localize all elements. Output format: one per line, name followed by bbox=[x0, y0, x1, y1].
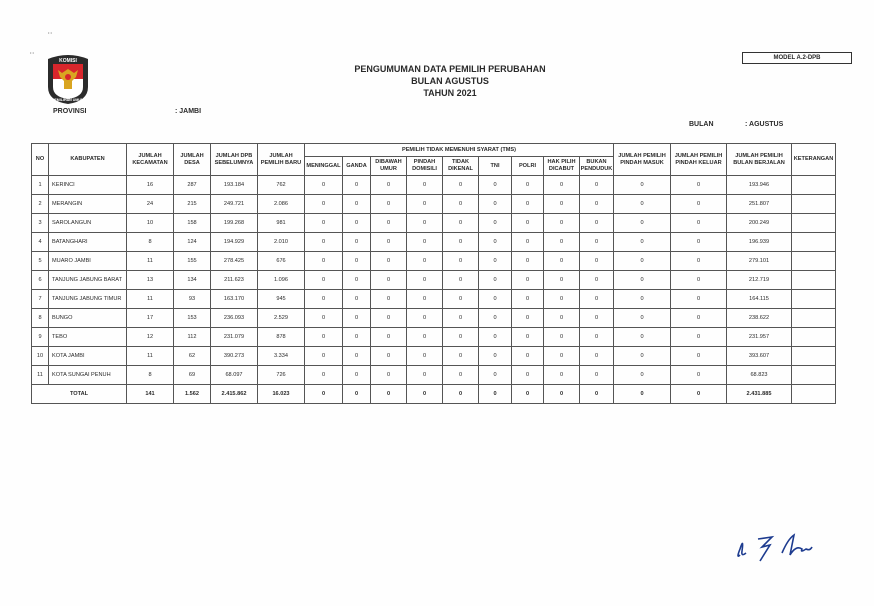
cell-tms: 0 bbox=[343, 214, 371, 233]
total-tms: 0 bbox=[580, 385, 614, 404]
svg-text:KOMISI: KOMISI bbox=[59, 58, 77, 64]
cell-tms: 0 bbox=[407, 366, 443, 385]
cell-keterangan bbox=[792, 176, 836, 195]
cell-keterangan bbox=[792, 309, 836, 328]
cell-no: 10 bbox=[32, 347, 49, 366]
cell-kabupaten: BATANGHARI bbox=[49, 233, 127, 252]
cell-tms: 0 bbox=[407, 328, 443, 347]
header-tms-group: PEMILIH TIDAK MEMENUHI SYARAT (TMS) bbox=[305, 144, 614, 157]
cell-tms: 0 bbox=[479, 347, 512, 366]
cell-tms: 0 bbox=[443, 366, 479, 385]
total-tms: 0 bbox=[512, 385, 544, 404]
table-row bbox=[32, 176, 836, 195]
cell-tms: 0 bbox=[305, 328, 343, 347]
cell-tms: 0 bbox=[343, 347, 371, 366]
cell-tms: 0 bbox=[580, 366, 614, 385]
cell-tms: 0 bbox=[580, 233, 614, 252]
cell-pemilih-baru: 3.334 bbox=[258, 347, 305, 366]
cell-kabupaten: MERANGIN bbox=[49, 195, 127, 214]
table-row bbox=[32, 252, 836, 271]
total-tms: 0 bbox=[343, 385, 371, 404]
cell-tms: 0 bbox=[512, 290, 544, 309]
cell-tms: 0 bbox=[407, 309, 443, 328]
total-kecamatan: 141 bbox=[127, 385, 174, 404]
cell-tms: 0 bbox=[512, 328, 544, 347]
cell-dpb-sebelumnya: 390.273 bbox=[211, 347, 258, 366]
cell-kabupaten: KERINCI bbox=[49, 176, 127, 195]
svg-text:PEMILIHAN UMUM: PEMILIHAN UMUM bbox=[52, 98, 84, 102]
cell-tms: 0 bbox=[371, 214, 407, 233]
cell-pemilih-baru: 878 bbox=[258, 328, 305, 347]
cell-tms: 0 bbox=[512, 271, 544, 290]
table-row bbox=[32, 328, 836, 347]
cell-tms: 0 bbox=[512, 233, 544, 252]
scan-speck: • • bbox=[48, 30, 52, 35]
table-row bbox=[32, 290, 836, 309]
cell-tms: 0 bbox=[343, 328, 371, 347]
cell-bulan-berjalan: 68.823 bbox=[727, 366, 792, 385]
cell-tms: 0 bbox=[305, 309, 343, 328]
cell-no: 8 bbox=[32, 309, 49, 328]
cell-tms: 0 bbox=[371, 252, 407, 271]
cell-tms: 0 bbox=[512, 309, 544, 328]
cell-bulan-berjalan: 393.607 bbox=[727, 347, 792, 366]
cell-desa: 153 bbox=[174, 309, 211, 328]
total-row bbox=[32, 385, 836, 404]
cell-pemilih-baru: 981 bbox=[258, 214, 305, 233]
cell-dpb-sebelumnya: 236.093 bbox=[211, 309, 258, 328]
cell-kecamatan: 8 bbox=[127, 366, 174, 385]
cell-tms: 0 bbox=[443, 271, 479, 290]
header-hak-pilih-dicabut: HAK PILIH DICABUT bbox=[544, 157, 580, 176]
cell-no: 1 bbox=[32, 176, 49, 195]
cell-kabupaten: TANJUNG JABUNG BARAT bbox=[49, 271, 127, 290]
cell-tms: 0 bbox=[580, 309, 614, 328]
cell-tms: 0 bbox=[479, 195, 512, 214]
cell-bulan-berjalan: 193.946 bbox=[727, 176, 792, 195]
cell-tms: 0 bbox=[343, 309, 371, 328]
provinsi-value: : JAMBI bbox=[175, 108, 202, 115]
header-meninggal: MENINGGAL bbox=[305, 157, 343, 176]
cell-tms: 0 bbox=[544, 328, 580, 347]
cell-pindah-masuk: 0 bbox=[614, 214, 671, 233]
cell-tms: 0 bbox=[544, 290, 580, 309]
cell-no: 4 bbox=[32, 233, 49, 252]
cell-tms: 0 bbox=[305, 233, 343, 252]
cell-dpb-sebelumnya: 68.097 bbox=[211, 366, 258, 385]
cell-desa: 287 bbox=[174, 176, 211, 195]
cell-keterangan bbox=[792, 214, 836, 233]
cell-desa: 69 bbox=[174, 366, 211, 385]
total-pemilih-baru: 16.023 bbox=[258, 385, 305, 404]
cell-tms: 0 bbox=[479, 176, 512, 195]
cell-desa: 134 bbox=[174, 271, 211, 290]
cell-tms: 0 bbox=[343, 233, 371, 252]
header-keterangan: KETERANGAN bbox=[792, 144, 836, 176]
cell-tms: 0 bbox=[305, 214, 343, 233]
header-pindah-masuk: JUMLAH PEMILIH PINDAH MASUK bbox=[614, 144, 671, 176]
cell-kecamatan: 17 bbox=[127, 309, 174, 328]
cell-bulan-berjalan: 212.719 bbox=[727, 271, 792, 290]
cell-tms: 0 bbox=[544, 347, 580, 366]
header-dibawah-umur: DIBAWAH UMUR bbox=[371, 157, 407, 176]
header-polri: POLRI bbox=[512, 157, 544, 176]
bulan-label: BULAN bbox=[689, 121, 714, 128]
cell-tms: 0 bbox=[443, 252, 479, 271]
cell-pindah-keluar: 0 bbox=[671, 328, 727, 347]
total-pindah-masuk: 0 bbox=[614, 385, 671, 404]
cell-dpb-sebelumnya: 249.721 bbox=[211, 195, 258, 214]
total-tms: 0 bbox=[443, 385, 479, 404]
cell-pindah-keluar: 0 bbox=[671, 233, 727, 252]
header-pemilih-baru: JUMLAH PEMILIH BARU bbox=[258, 144, 305, 176]
cell-pemilih-baru: 1.096 bbox=[258, 271, 305, 290]
cell-tms: 0 bbox=[580, 347, 614, 366]
cell-dpb-sebelumnya: 231.079 bbox=[211, 328, 258, 347]
cell-keterangan bbox=[792, 347, 836, 366]
cell-kabupaten: KOTA SUNGAI PENUH bbox=[49, 366, 127, 385]
cell-pindah-keluar: 0 bbox=[671, 271, 727, 290]
cell-tms: 0 bbox=[544, 233, 580, 252]
cell-tms: 0 bbox=[479, 214, 512, 233]
cell-tms: 0 bbox=[580, 176, 614, 195]
cell-tms: 0 bbox=[343, 176, 371, 195]
cell-kecamatan: 11 bbox=[127, 347, 174, 366]
provinsi-label: PROVINSI bbox=[53, 108, 87, 115]
cell-tms: 0 bbox=[580, 252, 614, 271]
cell-no: 3 bbox=[32, 214, 49, 233]
cell-kecamatan: 24 bbox=[127, 195, 174, 214]
table-row bbox=[32, 214, 836, 233]
cell-tms: 0 bbox=[343, 271, 371, 290]
cell-tms: 0 bbox=[544, 309, 580, 328]
cell-tms: 0 bbox=[371, 328, 407, 347]
cell-pindah-masuk: 0 bbox=[614, 176, 671, 195]
header-no: NO bbox=[32, 144, 49, 176]
cell-dpb-sebelumnya: 193.184 bbox=[211, 176, 258, 195]
cell-tms: 0 bbox=[544, 214, 580, 233]
cell-pindah-masuk: 0 bbox=[614, 195, 671, 214]
cell-tms: 0 bbox=[479, 328, 512, 347]
cell-tms: 0 bbox=[305, 290, 343, 309]
cell-dpb-sebelumnya: 163.170 bbox=[211, 290, 258, 309]
cell-pindah-masuk: 0 bbox=[614, 366, 671, 385]
cell-tms: 0 bbox=[443, 176, 479, 195]
cell-tms: 0 bbox=[544, 271, 580, 290]
cell-kecamatan: 11 bbox=[127, 290, 174, 309]
cell-pemilih-baru: 2.086 bbox=[258, 195, 305, 214]
cell-kecamatan: 8 bbox=[127, 233, 174, 252]
cell-tms: 0 bbox=[479, 252, 512, 271]
cell-desa: 93 bbox=[174, 290, 211, 309]
cell-desa: 155 bbox=[174, 252, 211, 271]
cell-tms: 0 bbox=[343, 290, 371, 309]
cell-pindah-masuk: 0 bbox=[614, 290, 671, 309]
cell-pindah-masuk: 0 bbox=[614, 309, 671, 328]
total-bulan-berjalan: 2.431.885 bbox=[727, 385, 792, 404]
cell-tms: 0 bbox=[443, 328, 479, 347]
total-label: TOTAL bbox=[32, 385, 127, 404]
cell-bulan-berjalan: 238.622 bbox=[727, 309, 792, 328]
cell-tms: 0 bbox=[512, 252, 544, 271]
cell-kabupaten: TEBO bbox=[49, 328, 127, 347]
cell-tms: 0 bbox=[580, 328, 614, 347]
cell-tms: 0 bbox=[407, 271, 443, 290]
title-line-3: TAHUN 2021 bbox=[423, 88, 477, 98]
cell-no: 9 bbox=[32, 328, 49, 347]
cell-tms: 0 bbox=[512, 176, 544, 195]
cell-tms: 0 bbox=[371, 271, 407, 290]
cell-tms: 0 bbox=[479, 366, 512, 385]
cell-pindah-masuk: 0 bbox=[614, 252, 671, 271]
cell-pindah-masuk: 0 bbox=[614, 328, 671, 347]
cell-bulan-berjalan: 251.807 bbox=[727, 195, 792, 214]
total-desa: 1.562 bbox=[174, 385, 211, 404]
cell-tms: 0 bbox=[407, 290, 443, 309]
cell-tms: 0 bbox=[305, 176, 343, 195]
header-bulan-berjalan: JUMLAH PEMILIH BULAN BERJALAN bbox=[727, 144, 792, 176]
model-badge: MODEL A.2-DPB bbox=[742, 52, 852, 64]
cell-tms: 0 bbox=[305, 252, 343, 271]
cell-dpb-sebelumnya: 194.929 bbox=[211, 233, 258, 252]
cell-desa: 112 bbox=[174, 328, 211, 347]
cell-tms: 0 bbox=[305, 366, 343, 385]
table-row bbox=[32, 195, 836, 214]
cell-bulan-berjalan: 279.101 bbox=[727, 252, 792, 271]
cell-no: 11 bbox=[32, 366, 49, 385]
cell-pindah-masuk: 0 bbox=[614, 347, 671, 366]
total-dpb-sebelumnya: 2.415.862 bbox=[211, 385, 258, 404]
cell-tms: 0 bbox=[371, 309, 407, 328]
cell-tms: 0 bbox=[343, 366, 371, 385]
header-kabupaten: KABUPATEN bbox=[49, 144, 127, 176]
cell-tms: 0 bbox=[512, 214, 544, 233]
cell-tms: 0 bbox=[580, 214, 614, 233]
cell-dpb-sebelumnya: 211.623 bbox=[211, 271, 258, 290]
cell-tms: 0 bbox=[371, 195, 407, 214]
cell-pindah-keluar: 0 bbox=[671, 347, 727, 366]
voter-data-table bbox=[31, 143, 836, 404]
cell-kecamatan: 13 bbox=[127, 271, 174, 290]
header-ganda: GANDA bbox=[343, 157, 371, 176]
cell-pemilih-baru: 676 bbox=[258, 252, 305, 271]
header-bukan-penduduk: BUKAN PENDUDUK bbox=[580, 157, 614, 176]
cell-bulan-berjalan: 196.939 bbox=[727, 233, 792, 252]
cell-kabupaten: KOTA JAMBI bbox=[49, 347, 127, 366]
cell-desa: 62 bbox=[174, 347, 211, 366]
cell-kecamatan: 10 bbox=[127, 214, 174, 233]
total-tms: 0 bbox=[407, 385, 443, 404]
total-keterangan bbox=[792, 385, 836, 404]
cell-tms: 0 bbox=[407, 195, 443, 214]
cell-tms: 0 bbox=[305, 347, 343, 366]
cell-pindah-masuk: 0 bbox=[614, 233, 671, 252]
cell-tms: 0 bbox=[580, 195, 614, 214]
cell-keterangan bbox=[792, 271, 836, 290]
cell-kabupaten: TANJUNG JABUNG TIMUR bbox=[49, 290, 127, 309]
cell-keterangan bbox=[792, 233, 836, 252]
header-dpb-sebelumnya: JUMLAH DPB SEBELUMNYA bbox=[211, 144, 258, 176]
cell-keterangan bbox=[792, 195, 836, 214]
title-line-1: PENGUMUMAN DATA PEMILIH PERUBAHAN bbox=[354, 64, 546, 74]
cell-kecamatan: 16 bbox=[127, 176, 174, 195]
table-row bbox=[32, 233, 836, 252]
scan-speck: • • bbox=[30, 50, 34, 55]
cell-pemilih-baru: 2.529 bbox=[258, 309, 305, 328]
cell-pindah-masuk: 0 bbox=[614, 271, 671, 290]
table-row bbox=[32, 271, 836, 290]
cell-kabupaten: SAROLANGUN bbox=[49, 214, 127, 233]
cell-tms: 0 bbox=[479, 271, 512, 290]
cell-bulan-berjalan: 164.115 bbox=[727, 290, 792, 309]
cell-no: 5 bbox=[32, 252, 49, 271]
cell-tms: 0 bbox=[407, 214, 443, 233]
cell-tms: 0 bbox=[512, 347, 544, 366]
cell-tms: 0 bbox=[305, 271, 343, 290]
cell-tms: 0 bbox=[544, 252, 580, 271]
cell-pindah-keluar: 0 bbox=[671, 176, 727, 195]
header-pindah-keluar: JUMLAH PEMILIH PINDAH KELUAR bbox=[671, 144, 727, 176]
cell-tms: 0 bbox=[479, 309, 512, 328]
header-pindah-domisili: PINDAH DOMISILI bbox=[407, 157, 443, 176]
cell-pindah-keluar: 0 bbox=[671, 290, 727, 309]
cell-tms: 0 bbox=[544, 366, 580, 385]
signature bbox=[732, 525, 832, 565]
cell-pemilih-baru: 2.010 bbox=[258, 233, 305, 252]
header-tidak-dikenal: TIDAK DIKENAL bbox=[443, 157, 479, 176]
cell-bulan-berjalan: 200.249 bbox=[727, 214, 792, 233]
cell-pindah-keluar: 0 bbox=[671, 309, 727, 328]
cell-tms: 0 bbox=[512, 366, 544, 385]
header-kecamatan: JUMLAH KECAMATAN bbox=[127, 144, 174, 176]
cell-kabupaten: BUNGO bbox=[49, 309, 127, 328]
cell-kabupaten: MUARO JAMBI bbox=[49, 252, 127, 271]
cell-tms: 0 bbox=[443, 290, 479, 309]
cell-tms: 0 bbox=[371, 366, 407, 385]
cell-pemilih-baru: 762 bbox=[258, 176, 305, 195]
cell-kecamatan: 11 bbox=[127, 252, 174, 271]
cell-tms: 0 bbox=[407, 233, 443, 252]
cell-keterangan bbox=[792, 328, 836, 347]
cell-tms: 0 bbox=[407, 347, 443, 366]
cell-pemilih-baru: 945 bbox=[258, 290, 305, 309]
cell-tms: 0 bbox=[443, 195, 479, 214]
cell-pemilih-baru: 726 bbox=[258, 366, 305, 385]
cell-tms: 0 bbox=[544, 176, 580, 195]
cell-no: 2 bbox=[32, 195, 49, 214]
cell-tms: 0 bbox=[407, 252, 443, 271]
cell-keterangan bbox=[792, 252, 836, 271]
cell-desa: 124 bbox=[174, 233, 211, 252]
cell-pindah-keluar: 0 bbox=[671, 214, 727, 233]
cell-pindah-keluar: 0 bbox=[671, 366, 727, 385]
table-row bbox=[32, 366, 836, 385]
title-line-2: BULAN AGUSTUS bbox=[411, 76, 489, 86]
cell-tms: 0 bbox=[443, 347, 479, 366]
cell-kecamatan: 12 bbox=[127, 328, 174, 347]
cell-tms: 0 bbox=[443, 233, 479, 252]
cell-tms: 0 bbox=[371, 290, 407, 309]
total-tms: 0 bbox=[305, 385, 343, 404]
header-desa: JUMLAH DESA bbox=[174, 144, 211, 176]
cell-tms: 0 bbox=[371, 176, 407, 195]
cell-tms: 0 bbox=[305, 195, 343, 214]
cell-keterangan bbox=[792, 290, 836, 309]
cell-tms: 0 bbox=[512, 195, 544, 214]
table-row bbox=[32, 309, 836, 328]
total-pindah-keluar: 0 bbox=[671, 385, 727, 404]
cell-dpb-sebelumnya: 278.425 bbox=[211, 252, 258, 271]
page-title bbox=[330, 63, 570, 99]
table-row bbox=[32, 347, 836, 366]
kpu-logo bbox=[44, 53, 92, 105]
cell-no: 6 bbox=[32, 271, 49, 290]
total-tms: 0 bbox=[371, 385, 407, 404]
total-tms: 0 bbox=[544, 385, 580, 404]
cell-desa: 215 bbox=[174, 195, 211, 214]
cell-tms: 0 bbox=[580, 271, 614, 290]
cell-tms: 0 bbox=[407, 176, 443, 195]
cell-tms: 0 bbox=[544, 195, 580, 214]
cell-keterangan bbox=[792, 366, 836, 385]
bulan-value: : AGUSTUS bbox=[745, 121, 784, 128]
cell-no: 7 bbox=[32, 290, 49, 309]
cell-tms: 0 bbox=[371, 347, 407, 366]
total-tms: 0 bbox=[479, 385, 512, 404]
header-tni: TNI bbox=[479, 157, 512, 176]
cell-tms: 0 bbox=[371, 233, 407, 252]
cell-tms: 0 bbox=[343, 195, 371, 214]
cell-tms: 0 bbox=[580, 290, 614, 309]
cell-desa: 158 bbox=[174, 214, 211, 233]
cell-tms: 0 bbox=[443, 214, 479, 233]
cell-dpb-sebelumnya: 199.268 bbox=[211, 214, 258, 233]
cell-tms: 0 bbox=[479, 290, 512, 309]
cell-pindah-keluar: 0 bbox=[671, 252, 727, 271]
cell-tms: 0 bbox=[479, 233, 512, 252]
cell-tms: 0 bbox=[443, 309, 479, 328]
cell-bulan-berjalan: 231.957 bbox=[727, 328, 792, 347]
cell-tms: 0 bbox=[343, 252, 371, 271]
cell-pindah-keluar: 0 bbox=[671, 195, 727, 214]
